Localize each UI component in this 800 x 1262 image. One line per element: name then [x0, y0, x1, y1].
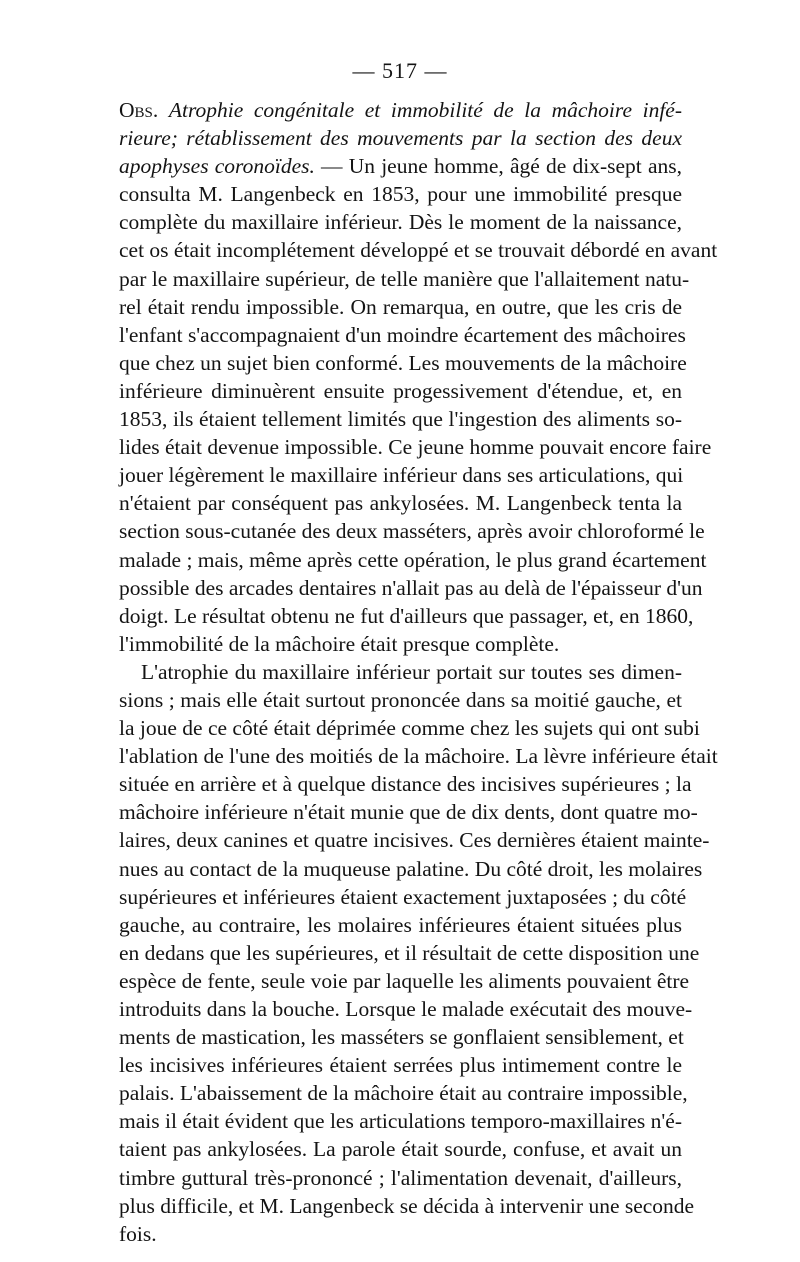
line-text: l'enfant s'accompagnaient d'un moindre écartement des mâchoires	[119, 322, 686, 347]
observation-title: Atrophie congénitale et immobilité de la mâchoire infé-	[168, 98, 682, 122]
line-text: cet os était incomplétement développé et se trouvait débordé en avant	[119, 238, 718, 263]
text-line	[119, 96, 682, 124]
obs-label: Obs.	[119, 98, 159, 122]
line-text: mais il était évident que les articulations temporo-maxillaires n'é-	[119, 1109, 682, 1134]
line-text: laires, deux canines et quatre incisives. Ces dernières étaient mainte-	[119, 828, 710, 853]
line-text: inférieure diminuèrent ensuite progessivement d'étendue, et, en	[119, 378, 682, 403]
line-text: supérieures et inférieures étaient exactement juxtaposées ; du côté	[119, 884, 687, 909]
text-line	[119, 939, 700, 967]
line-text: section sous-cutanée des deux masséters, après avoir chloroformé le	[119, 519, 705, 544]
text-line	[119, 630, 682, 658]
text-line	[119, 967, 690, 995]
text-line	[119, 124, 682, 152]
line-text: timbre guttural très-prononcé ; l'alimentation devenait, d'ailleurs,	[119, 1165, 682, 1190]
line-text: espèce de fente, seule voie par laquelle les aliments pouvaient être	[119, 968, 690, 993]
line-text: L'atrophie du maxillaire inférieur portait sur toutes ses dimen-	[141, 659, 682, 684]
line-text: les incisives inférieures étaient serrées plus intimement contre le	[119, 1053, 682, 1078]
text-line	[119, 686, 682, 714]
line-text: n'étaient par conséquent pas ankylosées. M. Langenbeck tenta la	[119, 491, 682, 516]
text-line	[119, 911, 682, 939]
text-line	[119, 1023, 682, 1051]
text-line	[119, 995, 693, 1023]
line-text: taient pas ankylosées. La parole était sourde, confuse, et avait un	[119, 1137, 682, 1162]
line-text: complète du maxillaire inférieur. Dès le moment de la naissance,	[119, 210, 682, 235]
text-line	[119, 1192, 695, 1220]
text-line	[119, 489, 682, 517]
line-text: l'immobilité de la mâchoire était presque complète.	[119, 631, 560, 656]
line-text: 1853, ils étaient tellement limités que l'ingestion des aliments so-	[119, 407, 682, 432]
text-line	[119, 602, 694, 630]
text-line	[119, 1220, 682, 1248]
observation-title: rieure; rétablissement des mouvements par la section des deux	[119, 126, 682, 151]
observation-title: apophyses coronoïdes.	[119, 154, 315, 179]
text-line	[119, 714, 700, 742]
line-text: plus difficile, et M. Langenbeck se décida à intervenir une seconde	[119, 1193, 695, 1218]
page-number: — 517 —	[352, 58, 448, 83]
text-line	[119, 658, 682, 686]
text-line	[119, 208, 682, 236]
line-text: doigt. Le résultat obtenu ne fut d'ailleurs que passager, et, en 1860,	[119, 603, 694, 628]
line-text: jouer légèrement le maxillaire inférieur dans ses articulations, qui	[119, 463, 684, 488]
text-line	[119, 770, 692, 798]
text-line	[119, 1135, 682, 1163]
line-text: fois.	[119, 1221, 157, 1246]
line-text: ments de mastication, les masséters se gonflaient sensiblement, et	[119, 1025, 684, 1050]
text-line	[119, 826, 710, 854]
text-line	[119, 517, 705, 545]
line-text: la joue de ce côté était déprimée comme chez les sujets qui ont subi	[119, 716, 700, 741]
line-text: située en arrière et à quelque distance des incisives supérieures ; la	[119, 772, 692, 797]
line-text: que chez un sujet bien conformé. Les mouvements de la mâchoire	[119, 350, 687, 375]
line-text: gauche, au contraire, les molaires inférieures étaient situées plus	[119, 912, 682, 937]
text-line	[119, 855, 703, 883]
line-text: palais. L'abaissement de la mâchoire était au contraire impossible,	[119, 1081, 688, 1106]
text-line	[119, 1051, 682, 1079]
text-line	[119, 574, 703, 602]
text-line	[119, 546, 707, 574]
text-line	[119, 377, 682, 405]
line-text: sions ; mais elle était surtout prononcée dans sa moitié gauche, et	[119, 687, 682, 712]
line-text: en dedans que les supérieures, et il résultait de cette disposition une	[119, 940, 700, 965]
text-line	[119, 349, 687, 377]
line-text: l'ablation de l'une des moitiés de la mâchoire. La lèvre inférieure était	[119, 744, 718, 769]
line-text: introduits dans la bouche. Lorsque le malade exécutait des mouve-	[119, 997, 693, 1021]
line-text: rel était rendu impossible. On remarqua, en outre, que les cris de	[119, 294, 682, 319]
text-line	[119, 883, 687, 911]
text-line	[119, 1079, 688, 1107]
line-text: nues au contact de la muqueuse palatine. Du côté droit, les molaires	[119, 856, 703, 881]
text-line	[119, 293, 682, 321]
line-text: lides était devenue impossible. Ce jeune homme pouvait encore faire	[119, 435, 712, 460]
text-line	[119, 152, 682, 180]
text-line	[119, 798, 698, 826]
line-text: malade ; mais, même après cette opération, le plus grand écartement	[119, 547, 707, 572]
text-line	[119, 1107, 682, 1135]
line-text: consulta M. Langenbeck en 1853, pour une immobilité presque	[119, 182, 682, 207]
text-line	[119, 461, 682, 489]
text-line	[119, 180, 682, 208]
text-line	[119, 405, 682, 433]
text-line	[119, 742, 718, 770]
text-line	[119, 321, 686, 349]
line-text: mâchoire inférieure n'était munie que de dix dents, dont quatre mo-	[119, 800, 698, 825]
body-text	[119, 96, 718, 1248]
text-line	[119, 1164, 682, 1192]
text-line	[119, 265, 690, 293]
line-text: par le maxillaire supérieur, de telle manière que l'allaitement natu-	[119, 266, 690, 291]
line-text: — Un jeune homme, âgé de dix-sept ans,	[314, 154, 682, 179]
text-line	[119, 433, 712, 461]
text-line	[119, 236, 718, 264]
line-text: possible des arcades dentaires n'allait pas au delà de l'épaisseur d'un	[119, 575, 703, 600]
